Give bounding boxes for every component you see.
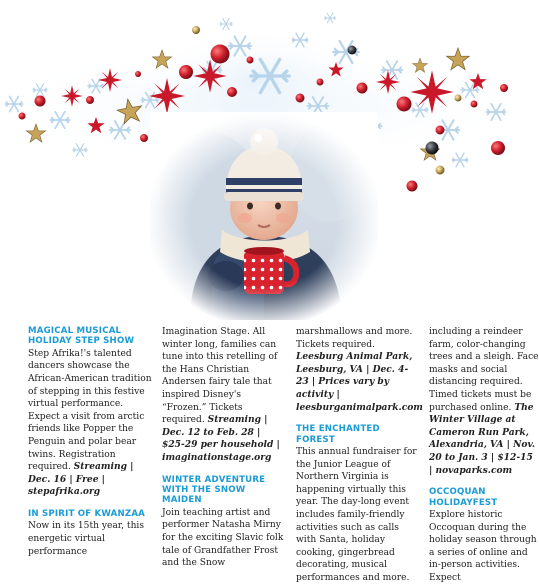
paragraph-kwanzaa: Now in its 15th year, this energetic virtual performance [28, 521, 145, 557]
column-1 [28, 326, 152, 558]
paragraph-leesburg: marshmallows and more. Tickets required. Leesburg Animal Park, Leesburg, VA | Dec. 4-23 | Prices vary by activity | leesburganimalpark.com [296, 327, 423, 413]
paragraph-snow-queen: Imagination Stage. All winter long, families can tune into this retelling of the Hans Christian Andersen fairy tale that inspired Disney's “Frozen.” Tickets required. Streaming | Dec. 12 to Feb. 28 | $25-29 per household | imaginationstage.org [162, 327, 280, 463]
paragraph-step-show: Step Afrika!'s talented dancers showcase the African-American tradition of stepping in this festive virtual performance. Expect a visit from arctic friends like Popper the Penguin and polar bear twins. Registration required. Streaming | Dec. 16 | Free | stepafrika.org [28, 348, 152, 498]
event-info-leesburg: Leesburg Animal Park, Leesburg, VA | Dec. 4-23 | Prices vary by activity | leesburganimalpark.com [296, 351, 423, 413]
child-winter-photo [150, 112, 378, 320]
column-3 [296, 326, 423, 585]
paragraph-winter-village: including a reindeer farm, color-changing trees and a sleigh. Face masks and social distancing required. Timed tickets must be purchased online. The Winter Village at Cameron Run Park, Alexandria, VA | Nov. 20 to Jan. 3 | $12-15 | novaparks.com [429, 327, 539, 476]
heading-magical-musical: MAGICAL MUSICAL HOLIDAY STEP SHOW [28, 326, 135, 347]
paragraph-enchanted-forest: This annual fundraiser for the Junior League of Northern Virginia is happening virtually this year. The day-long event includes family-friendly activities such as calls with Santa, holiday cooking, gingerbread decorating, musical performances and more. [296, 446, 417, 583]
paragraph-occoquan: Explore historic Occoquan during the holiday season through a series of online and in-person activities. Expect [429, 509, 537, 583]
heading-kwanzaa: IN SPIRIT OF KWANZAA [28, 508, 146, 519]
column-4 [429, 326, 539, 585]
heading-snow-maiden: WINTER ADVENTURE WITH THE SNOW MAIDEN [162, 474, 266, 506]
paragraph-snow-maiden: Join teaching artist and performer Natasha Mirny for the exciting Slavic folk tale of Grandfather Frost and the Snow [162, 507, 284, 569]
event-info-step-show: Streaming | Dec. 16 | Free | stepafrika.org [28, 461, 134, 498]
event-info-winter-village: The Winter Village at Cameron Run Park, Alexandria, VA | Nov. 20 to Jan. 3 | $12-15 | novaparks.com [429, 401, 536, 476]
heading-enchanted-forest: THE ENCHANTED FOREST [296, 424, 380, 445]
column-2 [162, 326, 286, 570]
event-info-imagination-stage: Streaming | Dec. 12 to Feb. 28 | $25-29 per household | imaginationstage.org [162, 414, 280, 463]
heading-occoquan: OCCOQUAN HOLIDAYFEST [429, 487, 498, 508]
